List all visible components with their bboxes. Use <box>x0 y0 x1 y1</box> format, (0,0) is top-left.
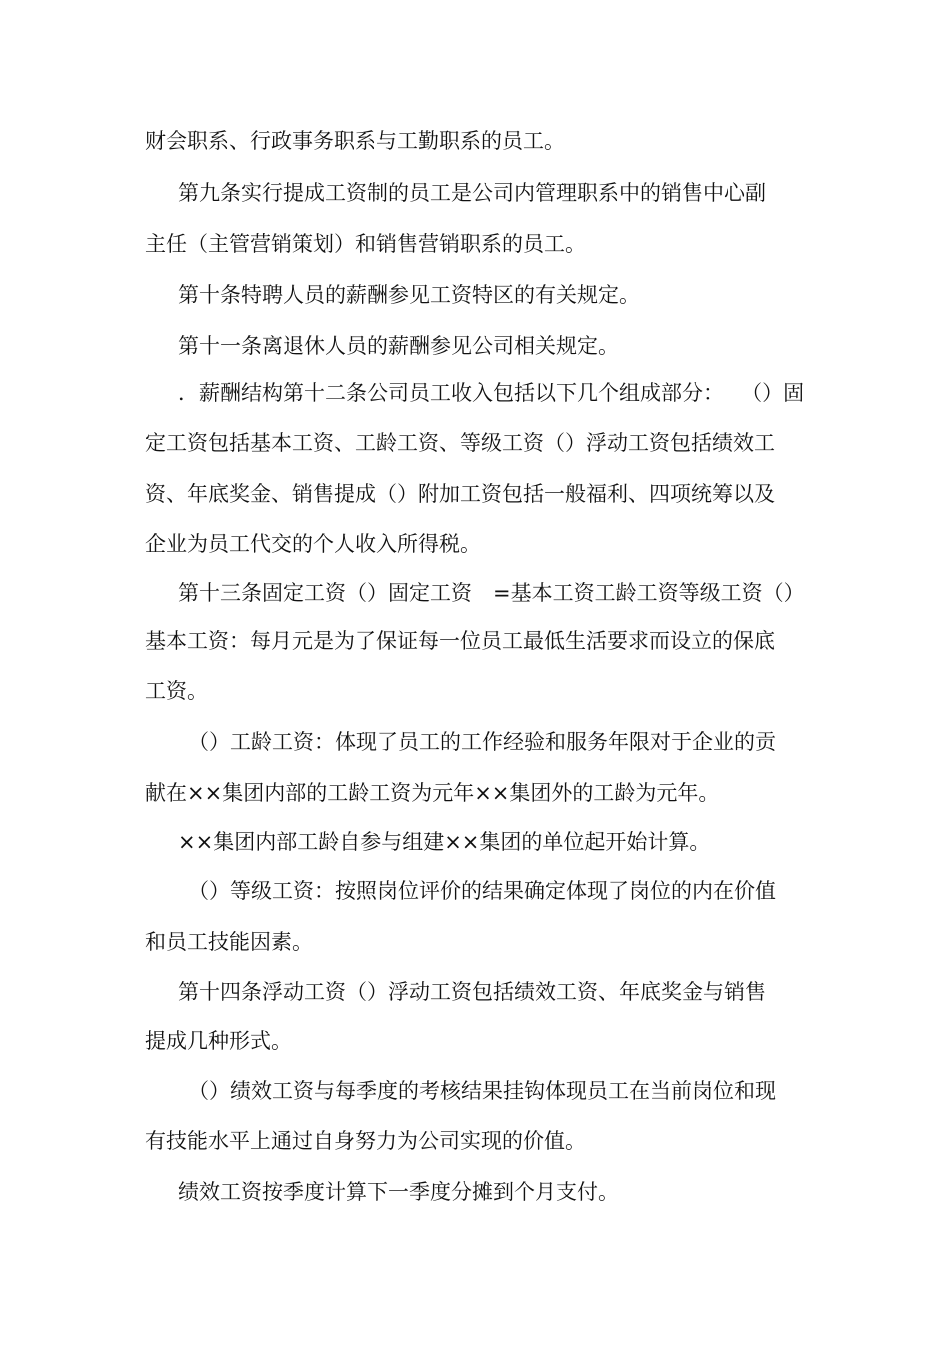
text-line: 和员工技能因素。 <box>145 930 313 954</box>
text-line: 第十三条固定工资（）固定工资 =基本工资工龄工资等级工资（） <box>178 581 805 605</box>
text-line: 定工资包括基本工资、工龄工资、等级工资（）浮动工资包括绩效工 <box>145 431 775 455</box>
text-line: （）工龄工资：体现了员工的工作经验和服务年限对于企业的贡 <box>188 730 776 754</box>
text-line: ．薪酬结构第十二条公司员工收入包括以下几个组成部分： （）固 <box>178 381 805 405</box>
text-line: 第十条特聘人员的薪酬参见工资特区的有关规定。 <box>178 283 640 307</box>
text-line: 绩效工资按季度计算下一季度分摊到个月支付。 <box>178 1180 619 1204</box>
text-line: 基本工资：每月元是为了保证每一位员工最低生活要求而设立的保底 <box>145 629 775 653</box>
text-line: ××集团内部工龄自参与组建××集团的单位起开始计算。 <box>178 830 711 854</box>
text-line: 财会职系、行政事务职系与工勤职系的员工。 <box>145 129 565 153</box>
text-line: 献在××集团内部的工龄工资为元年××集团外的工龄为元年。 <box>145 781 720 805</box>
text-line: 主任（主管营销策划）和销售营销职系的员工。 <box>145 232 586 256</box>
text-line: 第九条实行提成工资制的员工是公司内管理职系中的销售中心副 <box>178 181 766 205</box>
text-line: 工资。 <box>145 679 208 703</box>
text-line: 第十一条离退休人员的薪酬参见公司相关规定。 <box>178 334 619 358</box>
text-line: （）等级工资：按照岗位评价的结果确定体现了岗位的内在价值 <box>188 879 776 903</box>
text-line: 第十四条浮动工资（）浮动工资包括绩效工资、年底奖金与销售 <box>178 980 766 1004</box>
text-line: 企业为员工代交的个人收入所得税。 <box>145 532 481 556</box>
text-line: 有技能水平上通过自身努力为公司实现的价值。 <box>145 1129 586 1153</box>
text-line: 资、年底奖金、销售提成（）附加工资包括一般福利、四项统筹以及 <box>145 482 775 506</box>
text-line: （）绩效工资与每季度的考核结果挂钩体现员工在当前岗位和现 <box>188 1079 776 1103</box>
text-line: 提成几种形式。 <box>145 1029 292 1053</box>
